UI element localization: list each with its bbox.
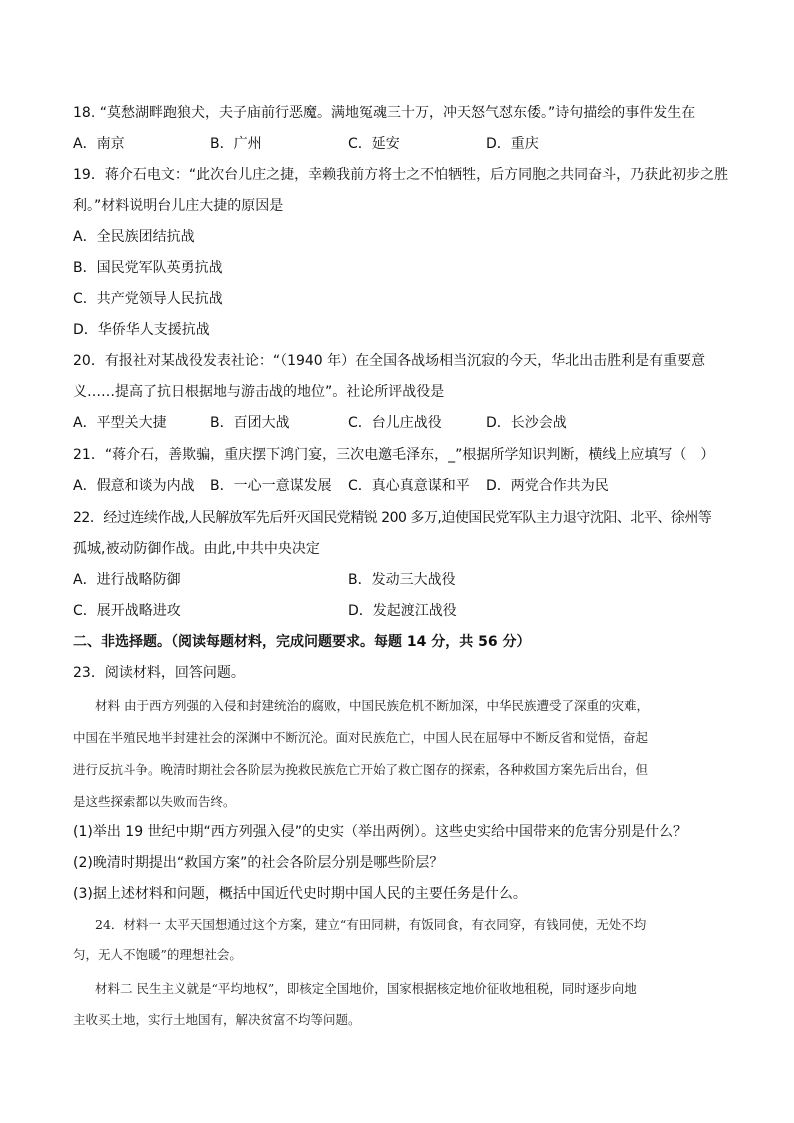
q22-stem-line2: 孤城,被动防御作战。由此,中共中央决定 — [73, 541, 320, 557]
q18-option-d: D．重庆 — [486, 136, 539, 152]
q20-option-c: C．台儿庄战役 — [348, 415, 442, 431]
q23-material-line: 中国在半殖民地半封建社会的深渊中不断沉沦。面对民族危亡，中国人民在屈辱中不断反省和觉悟，奋起 — [73, 730, 649, 745]
q21-option-a: A．假意和谈为内战 — [73, 478, 195, 494]
q24-material1-line: 24．材料一 太平天国想通过这个方案，建立“有田同耕，有饭同食，有衣同穿，有钱同使，无处不均 — [95, 917, 647, 932]
q20-stem-line2: 义……提高了抗日根据地与游击战的地位”。社论所评战役是 — [73, 384, 445, 400]
q19-option-a: A．全民族团结抗战 — [73, 229, 195, 245]
q18-stem: 18. “莫愁湖畔跑狼犬，夫子庙前行恶魔。满地冤魂三十万，冲天怒气怼东倭。”诗句描绘的事件发生在 — [73, 105, 696, 121]
section-2-heading: 二、非选择题。（阅读每题材料，完成问题要求。每题 14 分，共 56 分） — [73, 634, 531, 650]
q18-option-a: A．南京 — [73, 136, 125, 152]
q20-option-a: A．平型关大捷 — [73, 415, 167, 431]
q21-option-d: D．两党合作共为民 — [486, 478, 609, 494]
q22-option-a: A．进行战略防御 — [73, 572, 181, 588]
q22-option-b: B．发动三大战役 — [348, 572, 456, 588]
q21-option-b: B．一心一意谋发展 — [210, 478, 332, 494]
q23-question-3: (3)据上述材料和问题，概括中国近代史时期中国人民的主要任务是什么。 — [73, 886, 527, 902]
q20-option-d: D．长沙会战 — [486, 415, 567, 431]
q19-option-b: B．国民党军队英勇抗战 — [73, 260, 223, 276]
q22-stem-line1: 22．经过连续作战,人民解放军先后歼灭国民党精锐 200 多万,迫使国民党军队主力退守沈阳、北平、徐州等 — [73, 510, 712, 526]
q23-stem: 23．阅读材料，回答问题。 — [73, 665, 245, 681]
q22-option-c: C．展开战略进攻 — [73, 603, 181, 619]
q22-option-d: D．发起渡江战役 — [348, 603, 457, 619]
q18-option-c: C．延安 — [348, 136, 400, 152]
q18-option-b: B．广州 — [210, 136, 262, 152]
q23-question-1: (1)举出 19 世纪中期“西方列强入侵”的史实（举出两例）。这些史实给中国带来的危害分别是什么？ — [73, 824, 688, 840]
q23-material-line: 材料 由于西方列强的入侵和封建统治的腐败，中国民族危机不断加深，中华民族遭受了深重的灾难， — [95, 698, 649, 713]
q24-material2-line: 主收买土地，实行土地国有，解决贫富不均等问题。 — [73, 1012, 361, 1027]
q19-option-d: D．华侨华人支援抗战 — [73, 322, 210, 338]
q21-option-c: C．真心真意谋和平 — [348, 478, 470, 494]
q19-option-c: C．共产党领导人民抗战 — [73, 291, 223, 307]
q23-question-2: (2)晚清时期提出“救国方案”的社会各阶层分别是哪些阶层？ — [73, 855, 444, 871]
q19-stem-line2: 利。”材料说明台儿庄大捷的原因是 — [73, 198, 284, 214]
q20-option-b: B．百团大战 — [210, 415, 290, 431]
q21-stem: 21．“蒋介石，善欺骗，重庆摆下鸿门宴，三次电邀毛泽东，_”根据所学知识判断，横线上应填写（ ） — [73, 447, 715, 463]
q24-material1-line: 匀，无人不饱暖”的理想社会。 — [73, 947, 242, 962]
q19-stem-line1: 19．蒋介石电文：“此次台儿庄之捷，幸赖我前方将士之不怕牺牲，后方同胞之共同奋斗，乃获此初步之胜 — [73, 167, 729, 183]
q20-stem-line1: 20．有报社对某战役发表社论：“（1940 年）在全国各战场相当沉寂的今天，华北出击胜利是有重要意 — [73, 353, 706, 369]
q24-material2-line: 材料二 民生主义就是“平均地权”，即核定全国地价，国家根据核定地价征收地租税，同时逐步向地 — [95, 981, 637, 996]
q23-material-line: 是这些探索都以失败而告终。 — [73, 794, 236, 809]
q23-material-line: 进行反抗斗争。晚清时期社会各阶层为挽救民族危亡开始了救亡图存的探索，各种救国方案先后出台，但 — [73, 762, 649, 777]
